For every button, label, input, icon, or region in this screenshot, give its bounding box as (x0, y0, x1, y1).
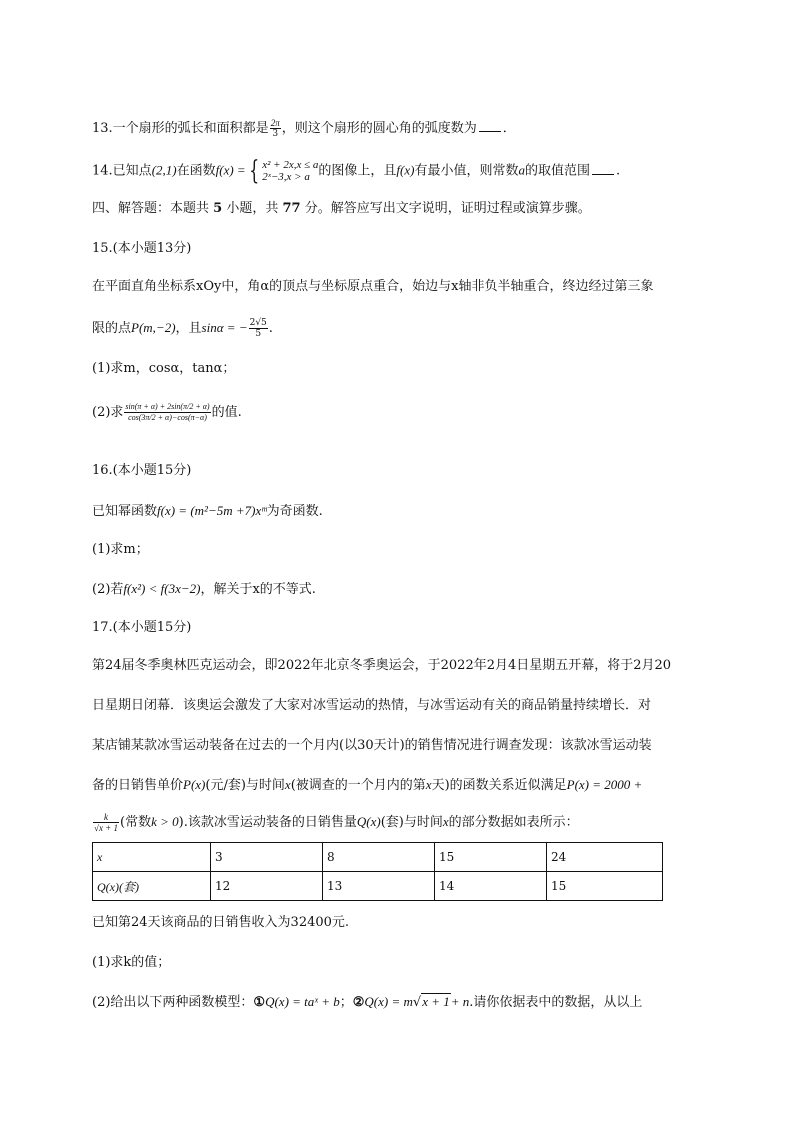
table-cell: 14 (435, 872, 547, 901)
section-4-heading: 四、解答题：本题共 5 小题，共 77 分。解答应写出文字说明，证明过程或演算步骤。 (92, 201, 591, 216)
table-row (93, 843, 663, 872)
table-cell: 13 (323, 872, 435, 901)
question-15-part-2: (2)求 $\frac{\sin(\pi + \alpha) + 2\sin(\pi/2 + \alpha)}{\cos(3\pi/2 + \alpha)-\cos(\pi-\alpha)}$ 的值. (92, 402, 242, 422)
question-17-text-line-4: 备的日销售单价P(x)(元/套)与时间x(被调查的一个月内的第x天)的函数关系近似满足P(x) = 2000 + (92, 777, 643, 793)
sales-table (92, 842, 663, 901)
question-17-text-line-2: 日星期日闭幕．该奥运会激发了大家对冰雪运动的热情，与冰雪运动有关的商品销量持续增长．对 (92, 698, 652, 713)
table-cell: 15 (547, 872, 663, 901)
question-13: 13.一个扇形的弧长和面积都是 $\frac{2\pi}{3}$ ，则这个扇形的圆心角的弧度数为 ． (92, 118, 516, 139)
question-17-text-line-3: 某店铺某款冰雪运动装备在过去的一个月内(以30天计)的销售情况进行调查发现：该款冰雪运动装 (92, 738, 652, 753)
question-16-header: 16.(本小题15分) (92, 463, 192, 478)
answer-blank (592, 162, 614, 175)
table-cell: 12 (211, 872, 323, 901)
question-17-after-table: 已知第24天该商品的日销售收入为32400元. (92, 915, 350, 930)
piecewise-definition: x² + 2x,x ≤ a 2ˣ−3,x > a (262, 159, 319, 183)
table-cell: 15 (435, 843, 547, 872)
question-16-text: 已知幂函数f(x) = (m²−5m +7)xᵐ为奇函数. (92, 503, 323, 519)
table-cell: 24 (547, 843, 663, 872)
question-16-part-2: (2)若f(x²) < f(3x−2)，解关于x的不等式. (92, 581, 316, 597)
table-row (93, 872, 663, 901)
question-17-part-2: (2)给出以下两种函数模型：①Q(x) = taˣ + b；②Q(x) = m√x + 1+ n.请你依据表中的数据，从以上 (92, 994, 643, 1010)
question-17-header: 17.(本小题15分) (92, 620, 192, 635)
question-15-text-line-1: 在平面直角坐标系xOy中，角α的顶点与坐标原点重合，始边与x轴非负半轴重合，终边经过第三象 (92, 279, 654, 294)
fraction-2pi-3: $\frac{2\pi}{3}$ (270, 118, 280, 139)
question-15-part-1: (1)求m，cosα，tanα； (92, 361, 236, 376)
question-17-part-1: (1)求k的值； (92, 955, 171, 970)
question-17-text-line-5: $\frac{k}{√x + 1}$ (常数k > 0).该款冰雪运动装备的日销售量Q(x)(套)与时间x的部分数据如表所示： (94, 812, 579, 833)
table-cell: x (93, 843, 211, 872)
question-15-header: 15.(本小题13分) (92, 241, 192, 256)
question-17-text-line-1: 第24届冬季奥林匹克运动会，即2022年北京冬季奥运会，于2022年2月4日星期五开幕，将于2月20 (92, 658, 672, 673)
question-15-text-line-2: 限的点P(m,−2)，且sinα = − $\frac{2√5}{5}$ . (92, 318, 273, 339)
question-14: 14.已知点(2,1)在函数f(x) = { x² + 2x,x ≤ a 2ˣ−3,x > a 的图像上，且f(x)有最小值，则常数a的取值范围 . (92, 156, 621, 186)
table-cell: 8 (323, 843, 435, 872)
question-16-part-1: (1)求m； (92, 542, 149, 557)
table-cell: 3 (211, 843, 323, 872)
left-brace: { (248, 156, 259, 186)
answer-blank (479, 119, 501, 132)
fraction-2root5-5: $\frac{2√5}{5}$ (249, 318, 267, 339)
fraction-k-root: $\frac{k}{√x + 1}$ (94, 812, 119, 833)
trig-fraction: $\frac{\sin(\pi + \alpha) + 2\sin(\pi/2 + \alpha)}{\cos(3\pi/2 + \alpha)-\cos(\pi-\alpha)}$ (125, 402, 210, 422)
table-cell: Q(x)(套) (93, 872, 211, 901)
